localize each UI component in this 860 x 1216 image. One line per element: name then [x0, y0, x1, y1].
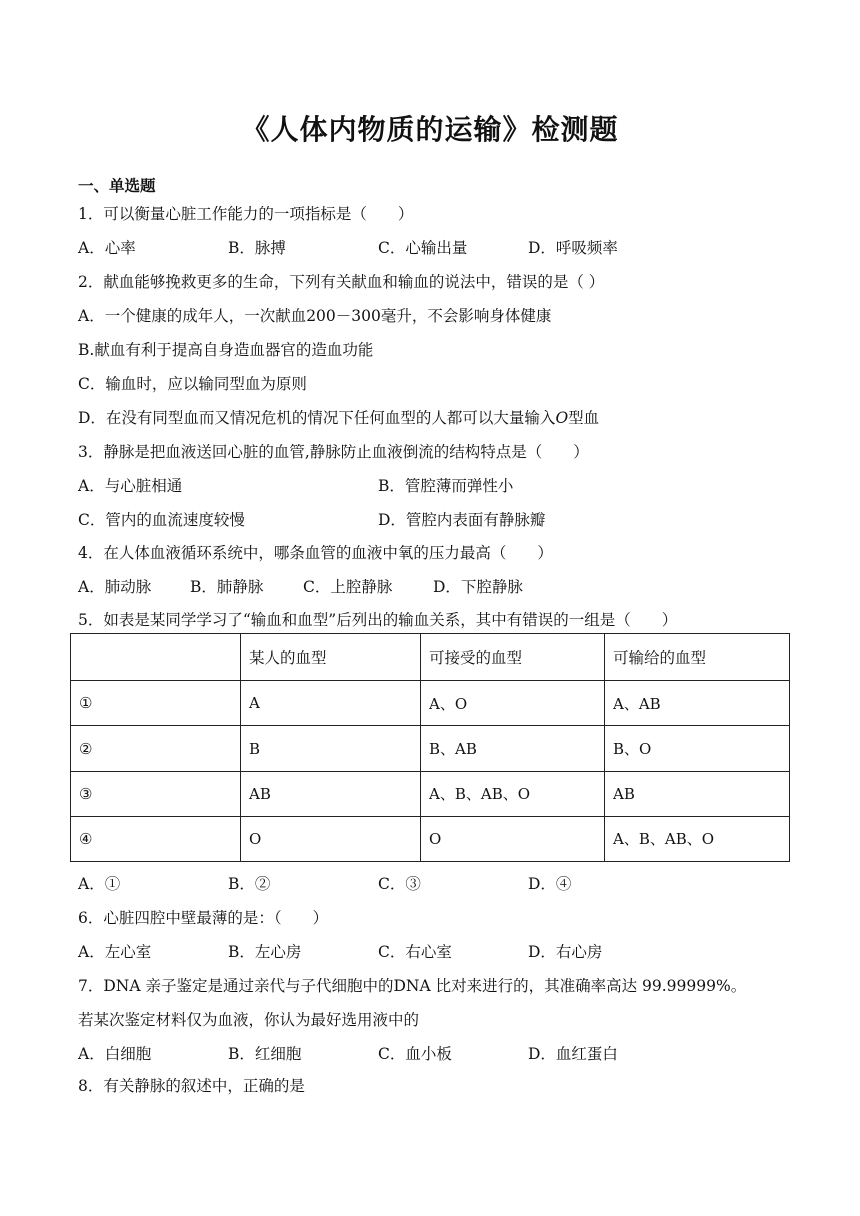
q7-option-b: B．红细胞 [228, 1045, 302, 1063]
q4-option-d: D．下腔静脉 [433, 578, 523, 596]
table-cell: B、O [605, 726, 790, 771]
q2-option-d-text: D．在没有同型血而又情况危机的情况下任何血型的人都可以大量输入 [78, 409, 556, 427]
table-cell: B [241, 726, 421, 771]
page-title: 《人体内物质的运输》检测题 [241, 113, 619, 146]
q2-option-d-suffix: 型血 [568, 409, 600, 427]
question-3-stem: 3．静脉是把血液送回心脏的血管,静脉防止血液倒流的结构特点是（ ） [78, 443, 589, 461]
q6-option-a: A．左心室 [78, 943, 152, 961]
q1-option-b: B．脉搏 [228, 239, 286, 257]
table-cell: AB [605, 771, 790, 816]
q7-option-d: D．血红蛋白 [528, 1045, 618, 1063]
table-header-row [71, 634, 790, 681]
table-cell: O [421, 816, 605, 861]
question-7-stem-line1: 7．DNA 亲子鉴定是通过亲代与子代细胞中的DNA 比对来进行的，其准确率高达 99.99999%。 [78, 977, 747, 995]
table-cell: AB [241, 771, 421, 816]
table-header-cell: 可接受的血型 [421, 634, 605, 681]
question-2-stem: 2．献血能够挽救更多的生命，下列有关献血和输血的说法中，错误的是（ ） [78, 273, 605, 291]
q1-option-c: C．心输出量 [378, 239, 468, 257]
q3-option-c: C．管内的血流速度较慢 [78, 511, 245, 529]
q4-option-c: C．上腔静脉 [303, 578, 393, 596]
q4-option-b: B．肺静脉 [190, 578, 264, 596]
table-header-cell [71, 634, 241, 681]
q2-option-b: B.献血有利于提高自身造血器官的造血功能 [78, 341, 374, 359]
section-heading: 一、单选题 [78, 177, 156, 195]
q6-option-b: B．左心房 [228, 943, 302, 961]
table-cell: ③ [71, 771, 241, 816]
table-cell: A、B、AB、O [605, 816, 790, 861]
q7-option-a: A．白细胞 [78, 1045, 152, 1063]
q5-option-d: D．④ [528, 875, 572, 893]
question-5-stem: 5．如表是某同学学习了“输血和血型”后列出的输血关系，其中有错误的一组是（ ） [78, 611, 678, 629]
q5-option-c: C．③ [378, 875, 421, 893]
q5-option-a: A．① [78, 875, 121, 893]
question-1-stem: 1．可以衡量心脏工作能力的一项指标是（ ） [78, 205, 414, 223]
table-cell: ② [71, 726, 241, 771]
table-cell: A [241, 681, 421, 726]
question-6-stem: 6．心脏四腔中壁最薄的是：（ ） [78, 909, 329, 927]
q2-option-d-o: O [555, 409, 569, 427]
question-8-stem: 8．有关静脉的叙述中，正确的是 [78, 1077, 305, 1095]
q6-option-c: C．右心室 [378, 943, 452, 961]
table-row [71, 816, 790, 861]
table-row [71, 771, 790, 816]
q3-option-b: B．管腔薄而弹性小 [378, 477, 514, 495]
table-cell: ④ [71, 816, 241, 861]
q7-option-c: C．血小板 [378, 1045, 452, 1063]
q6-option-d: D．右心房 [528, 943, 603, 961]
q3-option-a: A．与心脏相通 [78, 477, 183, 495]
table-cell: B、AB [421, 726, 605, 771]
q2-option-c: C．输血时，应以输同型血为原则 [78, 375, 307, 393]
table-cell: A、B、AB、O [421, 771, 605, 816]
table-cell: A、O [421, 681, 605, 726]
q1-option-a: A．心率 [78, 239, 136, 257]
table-row [71, 681, 790, 726]
q4-option-a: A．肺动脉 [78, 578, 152, 596]
table-row [71, 726, 790, 771]
table-header-cell: 可输给的血型 [605, 634, 790, 681]
table-header-cell: 某人的血型 [241, 634, 421, 681]
blood-type-table [70, 633, 790, 862]
question-4-stem: 4．在人体血液循环系统中，哪条血管的血液中氧的压力最高（ ） [78, 544, 553, 562]
question-7-stem-line2: 若某次鉴定材料仅为血液，你认为最好选用液中的 [78, 1011, 420, 1029]
q3-option-d: D．管腔内表面有静脉瓣 [378, 511, 546, 529]
q5-option-b: B．② [228, 875, 271, 893]
q2-option-d [78, 406, 599, 428]
q2-option-a: A．一个健康的成年人，一次献血200－300毫升，不会影响身体健康 [78, 307, 552, 325]
table-cell: A、AB [605, 681, 790, 726]
q1-option-d: D．呼吸频率 [528, 239, 618, 257]
table-cell: O [241, 816, 421, 861]
table-cell: ① [71, 681, 241, 726]
